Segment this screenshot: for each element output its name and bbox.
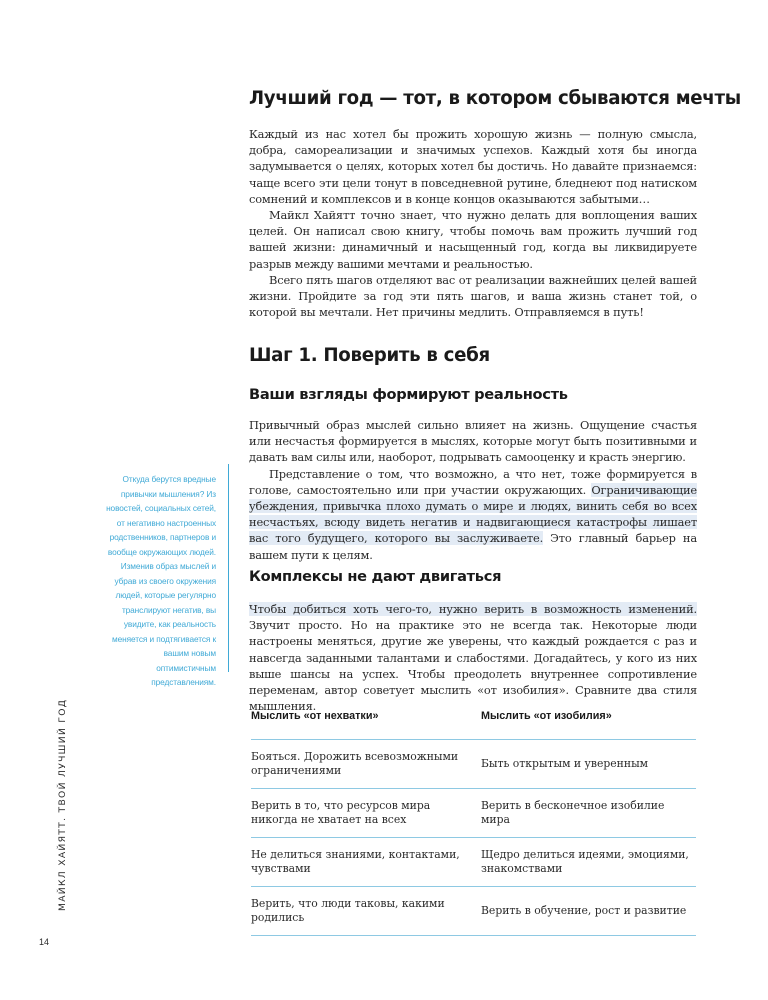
table-cell: Щедро делиться идеями, эмоциями, знакомствами <box>481 838 696 887</box>
page-number: 14 <box>39 937 50 947</box>
intro-paragraph-3: Всего пять шагов отделяют вас от реализации важнейших целей вашей жизни. Пройдите за год эти пять шагов, и ваша жизнь станет той, о которой вы мечтали. Нет причины медлить. Отправляемся в путь! <box>249 272 697 320</box>
table-row <box>251 740 696 789</box>
section-complexes-paragraph <box>249 601 697 714</box>
paragraph-text: Звучит просто. Но на практике это не всегда так. Некоторые люди настроены меняться, другие же уверены, что каждый рождается с раз и навсегда заданными талантами и слабостями. Догадайтесь, у кого из них выше шансы на успех. Чтобы преодолеть внутреннее сопротивление переменам, автор советует мыслить «от изобилия». Сравните два стиля мышления. <box>249 618 697 714</box>
section-complexes-text <box>249 601 697 714</box>
highlighted-text[interactable]: Ограничивающие убеждения, привычка плохо думать о мире и людях, винить себя во всех несчастьях, всюду видеть негатив и надвигающиеся катастрофы лишает вас того будущего, которого вы заслуживаете. <box>249 482 697 546</box>
section-views-paragraph-2 <box>249 466 697 563</box>
paragraph-text: Это главный барьер на вашем пути к целям. <box>249 531 697 562</box>
sidebar-note: Откуда берутся вредные привычки мышления? Из новостей, социальных сетей, от негативно настроенных родственников, партнеров и вообще окружающих людей. Изменив образ мыслей и убрав из своего окружения людей, которые регулярно транслируют негатив, вы увидите, как реальность меняется и подтягивается к вашим новым оптимистичным представлениям. <box>106 474 216 687</box>
table-cell: Быть открытым и уверенным <box>481 740 696 789</box>
table-cell: Верить в обучение, рост и развитие <box>481 887 696 936</box>
intro-text <box>249 126 697 320</box>
intro-paragraph-2: Майкл Хайятт точно знает, что нужно делать для воплощения ваших целей. Он написал свою книгу, чтобы помочь вам прожить лучший год вашей жизни: динамичный и насыщенный год, когда вы ликвидируете разрыв между вашими мечтами и реальностью. <box>249 208 697 271</box>
table-header-abundance: Мыслить «от изобилия» <box>481 710 696 740</box>
running-head: МАЙКЛ ХАЙЯТТ. ТВОЙ ЛУЧШИЙ ГОД <box>57 698 68 911</box>
subheading-complexes: Комплексы не дают двигаться <box>249 568 502 585</box>
table-row <box>251 789 696 838</box>
table-cell: Верить в бесконечное изобилие мира <box>481 789 696 838</box>
section-views-text <box>249 417 697 563</box>
page-title: Лучший год — тот, в котором сбываются мечты <box>249 88 741 109</box>
table-cell: Верить в то, что ресурсов мира никогда не хватает на всех <box>251 789 481 838</box>
table-row <box>251 887 696 936</box>
step-heading: Шаг 1. Поверить в себя <box>249 345 490 366</box>
table-cell: Бояться. Дорожить всевозможными ограничениями <box>251 740 481 789</box>
subheading-views: Ваши взгляды формируют реальность <box>249 386 568 403</box>
table-cell: Верить, что люди таковы, какими родились <box>251 887 481 936</box>
table-row <box>251 838 696 887</box>
table-cell: Не делиться знаниями, контактами, чувствами <box>251 838 481 887</box>
highlighted-text[interactable]: Чтобы добиться хоть чего-то, нужно верить в возможность изменений. <box>249 602 697 616</box>
section-views-paragraph-1: Привычный образ мыслей сильно влияет на жизнь. Ощущение счастья или несчастья формируется в мыслях, которые могут быть позитивными и давать вам силы или, наоборот, подрывать самооценку и красть энергию. <box>249 418 697 465</box>
intro-paragraph-1: Каждый из нас хотел бы прожить хорошую жизнь — полную смысла, добра, самореализации и значимых успехов. Каждый хотя бы иногда задумывается о целях, которых хотел бы достичь. Но давайте признаемся: чаще всего эти цели тонут в повседневной рутине, бледнеют под натиском сомнений и комплексов и в конце концов оказываются забытыми… <box>249 127 697 206</box>
table-header-scarcity: Мыслить «от нехватки» <box>251 710 481 740</box>
comparison-table <box>251 710 696 936</box>
paragraph-text: Представление о том, что возможно, а что нет, тоже формируется в голове, самостоятельно или при участии окружающих. <box>249 466 697 497</box>
table-header-row <box>251 710 696 740</box>
sidebar-divider <box>228 464 229 672</box>
